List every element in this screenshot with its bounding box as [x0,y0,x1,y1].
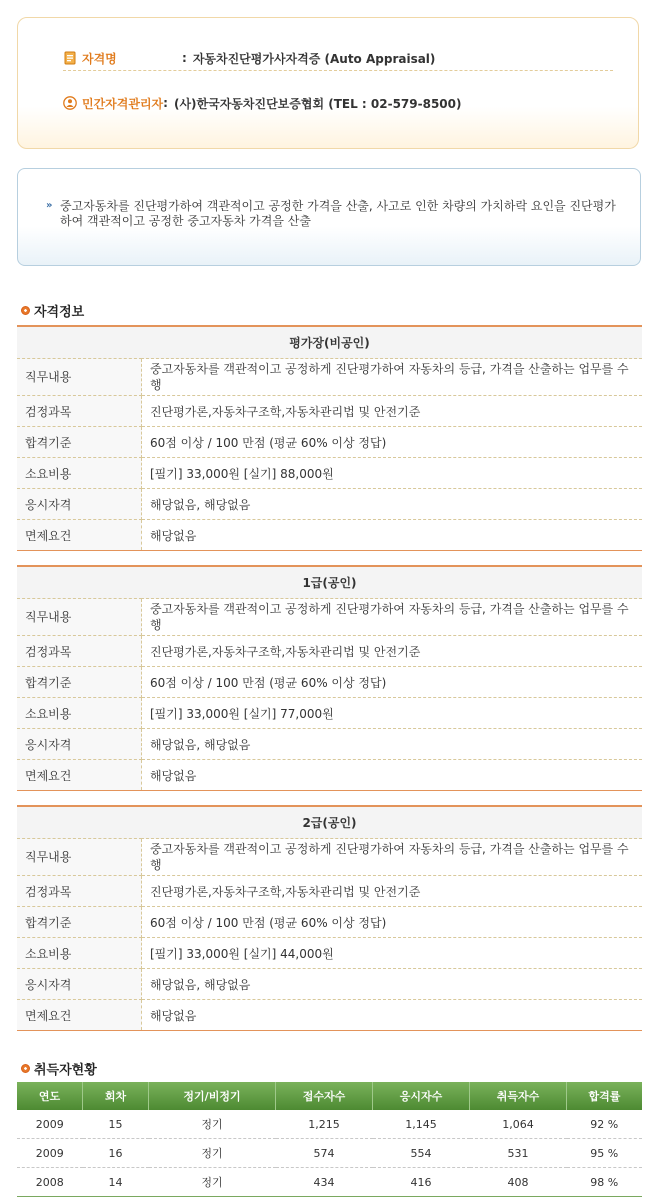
circle-bullet-icon [21,306,30,315]
cell-round: 15 [83,1110,149,1139]
acquisition-stats-title-text: 취득자현황 [34,1062,97,1078]
manager-value: (사)한국자동차진단보증협회 (TEL : 02-579-8500) [173,96,462,111]
row-label: 소요비용 [17,938,142,969]
row-label: 검정과목 [17,876,142,907]
qualification-info-title [21,302,84,318]
row-value: 중고자동차를 객관적이고 공정하게 진단평가하여 자동차의 등급, 가격을 산출하는 업무를 수행 [142,599,643,636]
circle-bullet-icon [21,1064,30,1073]
qualification-name-label: 자격명 [82,51,117,66]
column-header-examinees: 응시자수 [373,1082,470,1110]
cell-type: 정기 [149,1139,276,1168]
qualification-name-colon: : [182,51,187,65]
column-header-year: 연도 [17,1082,83,1110]
cell-acquirers: 531 [470,1139,567,1168]
row-label: 합격기준 [17,667,142,698]
row-value: 진단평가론,자동차구조학,자동차관리법 및 안전기준 [142,636,643,667]
row-label: 면제요건 [17,760,142,791]
cell-pass-rate: 95 % [567,1139,643,1168]
person-icon [63,96,77,110]
cell-round: 16 [83,1139,149,1168]
cell-year: 2009 [17,1139,83,1168]
row-value: 해당없음 [150,1008,197,1023]
table-row [17,1139,642,1168]
row-value: 해당없음, 해당없음 [142,969,643,1000]
cell-applicants: 434 [276,1168,373,1197]
row-value: 해당없음 [150,528,197,543]
column-header-type: 정기/비정기 [149,1082,276,1110]
row-value: [필기] 33,000원 [실기] 88,000원 [142,458,643,489]
qualification-info-title-text: 자격정보 [34,304,85,320]
row-value: 60점 이상 / 100 만점 (평균 60% 이상 정답) [142,667,643,698]
row-label: 검정과목 [17,636,142,667]
row-value: [필기] 33,000원 [실기] 44,000원 [142,938,643,969]
row-label: 면제요건 [17,1000,142,1031]
manager-label: 민간자격관리자 [82,96,164,111]
row-label: 소요비용 [17,698,142,729]
manager-colon: : [163,96,168,110]
row-label: 응시자격 [17,489,142,520]
row-value: [필기] 33,000원 [실기] 77,000원 [142,698,643,729]
row-label: 합격기준 [17,907,142,938]
row-label: 면제요건 [17,520,142,551]
column-header-round: 회차 [83,1082,149,1110]
grade-table-level1 [17,565,642,791]
row-label: 응시자격 [17,729,142,760]
cell-acquirers: 1,064 [470,1110,567,1139]
column-header-pass-rate: 합격률 [567,1082,643,1110]
cell-year: 2009 [17,1110,83,1139]
stats-header-row [17,1082,642,1110]
row-label: 직무내용 [17,359,142,396]
qualification-name-value: 자동차진단평가사자격증 (Auto Appraisal) [192,51,436,66]
description-text: 중고자동차를 진단평가하여 객관적이고 공정한 가격을 산출, 사고로 인한 차량의 가치하락 요인을 진단평가하여 객관적이고 공정한 중고자동차 가격을 산출 [60,199,616,228]
cell-applicants: 1,215 [276,1110,373,1139]
row-label: 응시자격 [17,969,142,1000]
row-label: 소요비용 [17,458,142,489]
double-chevron-icon: » [46,200,53,211]
row-value: 해당없음 [150,768,197,783]
qualification-header-box [17,17,639,149]
cell-pass-rate: 98 % [567,1168,643,1197]
grade-name: 2급(공인) [17,806,642,839]
column-header-acquirers: 취득자수 [470,1082,567,1110]
row-value: 중고자동차를 객관적이고 공정하게 진단평가하여 자동차의 등급, 가격을 산출하는 업무를 수행 [142,839,643,876]
table-row [17,1168,642,1197]
certificate-icon [63,51,77,65]
description-box [17,168,641,266]
grade-name: 1급(공인) [17,566,642,599]
cell-type: 정기 [149,1110,276,1139]
column-header-applicants: 접수자수 [276,1082,373,1110]
row-label: 검정과목 [17,396,142,427]
row-value: 해당없음, 해당없음 [142,729,643,760]
row-value: 중고자동차를 객관적이고 공정하게 진단평가하여 자동차의 등급, 가격을 산출하는 업무를 수행 [142,359,643,396]
acquisition-stats-title [21,1060,97,1076]
table-row [17,1110,642,1139]
cell-examinees: 1,145 [373,1110,470,1139]
cell-pass-rate: 92 % [567,1110,643,1139]
acquisition-stats-table [17,1082,642,1197]
cell-examinees: 416 [373,1168,470,1197]
manager-row [63,91,613,115]
cell-acquirers: 408 [470,1168,567,1197]
row-value: 해당없음, 해당없음 [142,489,643,520]
row-label: 직무내용 [17,599,142,636]
cell-type: 정기 [149,1168,276,1197]
row-value: 진단평가론,자동차구조학,자동차관리법 및 안전기준 [142,396,643,427]
grade-table-level2 [17,805,642,1031]
cell-examinees: 554 [373,1139,470,1168]
row-value: 60점 이상 / 100 만점 (평균 60% 이상 정답) [142,427,643,458]
row-label: 합격기준 [17,427,142,458]
cell-round: 14 [83,1168,149,1197]
qualification-name-row [63,46,613,71]
row-label: 직무내용 [17,839,142,876]
grade-table-appraiser [17,325,642,551]
grade-name: 평가장(비공인) [17,326,642,359]
row-value: 60점 이상 / 100 만점 (평균 60% 이상 정답) [142,907,643,938]
cell-year: 2008 [17,1168,83,1197]
cell-applicants: 574 [276,1139,373,1168]
row-value: 진단평가론,자동차구조학,자동차관리법 및 안전기준 [142,876,643,907]
